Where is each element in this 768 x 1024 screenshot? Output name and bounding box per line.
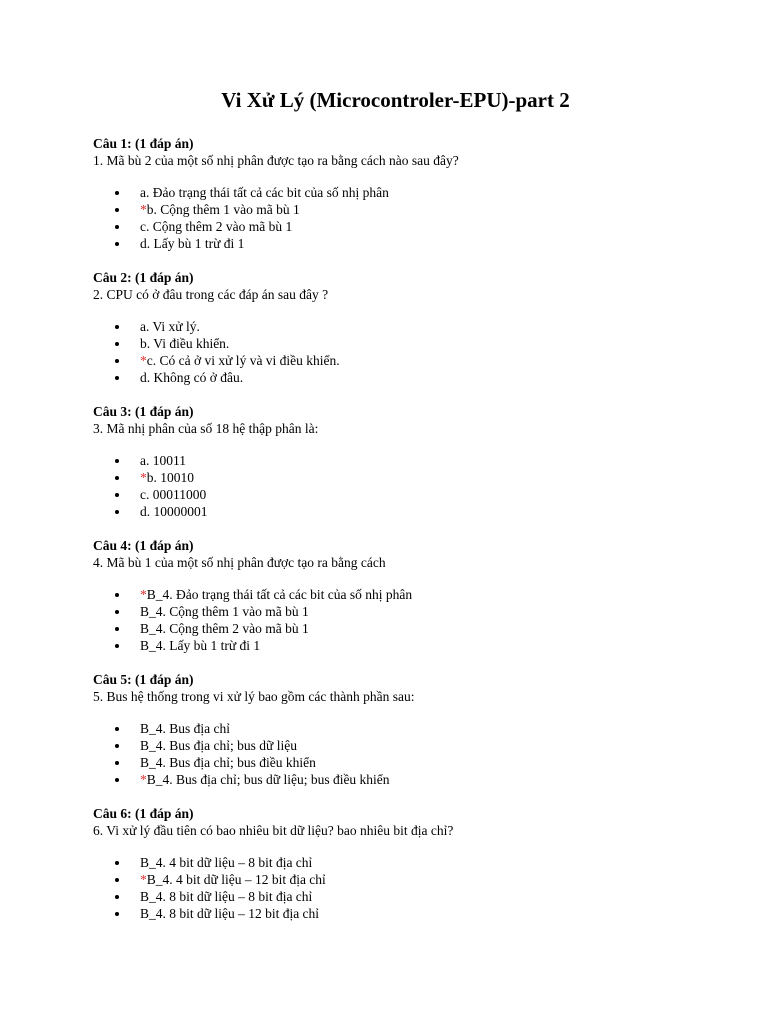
answer-label: d. 10000001 [140,504,208,519]
answer-label: B_4. 4 bit dữ liệu – 12 bit địa chỉ [146,872,326,887]
answer-label: a. Đảo trạng thái tất cả các bit của số nhị phân [140,185,389,200]
answer-option [115,771,708,788]
question-heading: Câu 5: (1 đáp án) [93,672,194,687]
answer-mark: * [140,872,147,887]
answer-option [115,352,708,369]
answer-label: c. Có cả ở vi xử lý và vi điều khiển. [146,353,340,368]
answer-label: a. 10011 [140,453,186,468]
question-text: 6. Vi xử lý đầu tiên có bao nhiêu bit dữ liệu? bao nhiêu bit địa chỉ? [93,823,454,838]
answer-option [115,335,708,352]
question-heading: Câu 6: (1 đáp án) [93,806,194,821]
document-title: Vi Xử Lý (Microcontroler-EPU)-part 2 [221,88,570,112]
question-3 [93,403,708,520]
question-heading: Câu 4: (1 đáp án) [93,538,194,553]
answer-mark: * [140,353,147,368]
answer-list [93,318,708,386]
answer-list [93,854,708,922]
answer-label: c. Cộng thêm 2 vào mã bù 1 [140,219,293,234]
answer-label: b. Cộng thêm 1 vào mã bù 1 [146,202,300,217]
answer-option [115,469,708,486]
answer-label: c. 00011000 [140,487,207,502]
answer-option [115,318,708,335]
answer-label: B_4. 4 bit dữ liệu – 8 bit địa chỉ [140,855,313,870]
answer-option [115,620,708,637]
answer-option [115,201,708,218]
answer-label: B_4. Lấy bù 1 trừ đi 1 [140,638,261,653]
question-6 [93,805,708,922]
answer-option [115,486,708,503]
answer-mark: * [140,202,147,217]
answer-option [115,737,708,754]
answer-option [115,888,708,905]
question-text: 4. Mã bù 1 của một số nhị phân được tạo ra bằng cách [93,555,386,570]
answer-label: B_4. 8 bit dữ liệu – 12 bit địa chỉ [140,906,320,921]
answer-option [115,854,708,871]
answer-option [115,905,708,922]
answer-label: B_4. Đảo trạng thái tất cả các bit của số nhị phân [146,587,413,602]
answer-label: B_4. Bus địa chỉ; bus dữ liệu [140,738,297,753]
answer-list [93,452,708,520]
question-text: 1. Mã bù 2 của một số nhị phân được tạo ra bằng cách nào sau đây? [93,153,459,168]
answer-option [115,218,708,235]
question-4 [93,537,708,654]
answer-option [115,586,708,603]
answer-label: b. 10010 [146,470,194,485]
answer-label: B_4. Bus địa chỉ; bus điều khiển [140,755,316,770]
answer-list [93,586,708,654]
answer-option [115,754,708,771]
question-1 [93,135,708,252]
answer-label: B_4. 8 bit dữ liệu – 8 bit địa chỉ [140,889,313,904]
question-text: 5. Bus hệ thống trong vi xử lý bao gồm các thành phần sau: [93,689,415,704]
answer-option [115,235,708,252]
answer-option [115,871,708,888]
question-heading: Câu 1: (1 đáp án) [93,136,194,151]
answer-option [115,603,708,620]
answer-label: B_4. Cộng thêm 2 vào mã bù 1 [140,621,309,636]
answer-list [93,720,708,788]
question-list [93,135,708,922]
answer-option [115,184,708,201]
answer-label: d. Không có ở đâu. [140,370,244,385]
answer-label: B_4. Bus địa chỉ [140,721,230,736]
question-heading: Câu 3: (1 đáp án) [93,404,194,419]
question-heading: Câu 2: (1 đáp án) [93,270,194,285]
question-text: 3. Mã nhị phân của số 18 hệ thập phân là: [93,421,319,436]
answer-label: b. Vi điều khiển. [140,336,230,351]
answer-mark: * [140,587,147,602]
question-2 [93,269,708,386]
answer-option [115,503,708,520]
answer-label: a. Vi xử lý. [140,319,200,334]
answer-option [115,637,708,654]
question-text: 2. CPU có ở đâu trong các đáp án sau đây ? [93,287,329,302]
answer-mark: * [140,470,147,485]
answer-option [115,720,708,737]
answer-mark: * [140,772,147,787]
answer-label: B_4. Cộng thêm 1 vào mã bù 1 [140,604,309,619]
answer-label: d. Lấy bù 1 trừ đi 1 [140,236,245,251]
question-5 [93,671,708,788]
answer-label: B_4. Bus địa chỉ; bus dữ liệu; bus điều khiển [146,772,390,787]
answer-option [115,369,708,386]
answer-list [93,184,708,252]
answer-option [115,452,708,469]
